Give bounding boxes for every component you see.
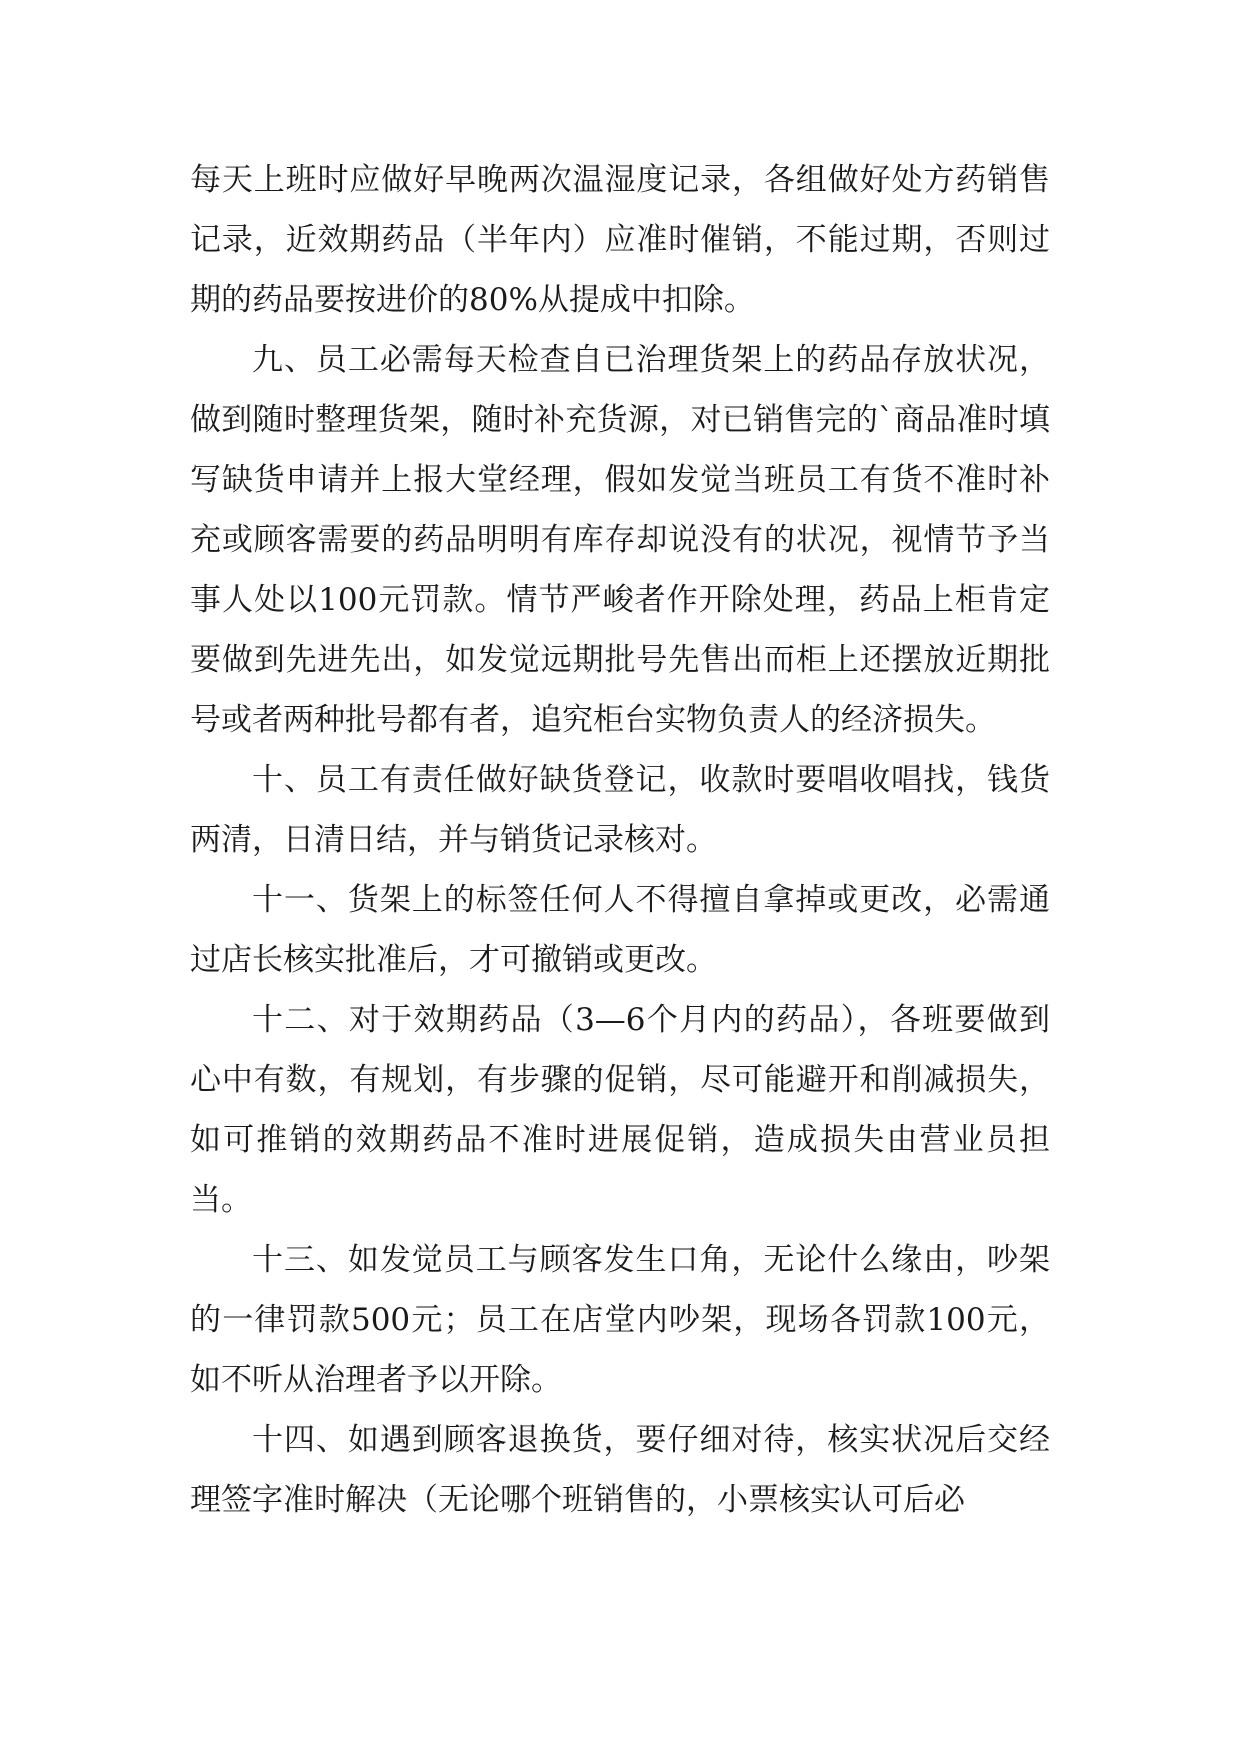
paragraph-continued: 每天上班时应做好早晚两次温湿度记录，各组做好处方药销售记录，近效期药品（半年内）应准时催销，不能过期，否则过期的药品要按进价的80%从提成中扣除。 (190, 162, 1050, 318)
paragraph-rule-9: 九、员工必需每天检查自已治理货架上的药品存放状况，做到随时整理货架，随时补充货源，对已销售完的`商品准时填写缺货申请并上报大堂经理，假如发觉当班员工有货不准时补充或顾客需要的药品明明有库存却说没有的状况，视情节予当事人处以100元罚款。情节严峻者作开除处理，药品上柜肯定要做到先进先出，如发觉远期批号先售出而柜上还摆放近期批号或者两种批号都有者，追究柜台实物负责人的经济损失。 (190, 342, 1050, 738)
paragraph-rule-13: 十三、如发觉员工与顾客发生口角，无论什么缘由，吵架的一律罚款500元；员工在店堂内吵架，现场各罚款100元，如不听从治理者予以开除。 (190, 1242, 1050, 1398)
paragraph-rule-14: 十四、如遇到顾客退换货，要仔细对待，核实状况后交经理签字准时解决（无论哪个班销售的，小票核实认可后必 (190, 1422, 1050, 1518)
document-page (190, 150, 1050, 1530)
paragraph-rule-11: 十一、货架上的标签任何人不得擅自拿掉或更改，必需通过店长核实批准后，才可撤销或更改。 (190, 882, 1050, 978)
paragraph-rule-10: 十、员工有责任做好缺货登记，收款时要唱收唱找，钱货两清，日清日结，并与销货记录核对。 (190, 762, 1050, 858)
paragraph-rule-12: 十二、对于效期药品（3—6个月内的药品），各班要做到心中有数，有规划，有步骤的促销，尽可能避开和削减损失，如可推销的效期药品不准时进展促销，造成损失由营业员担当。 (190, 1002, 1050, 1218)
